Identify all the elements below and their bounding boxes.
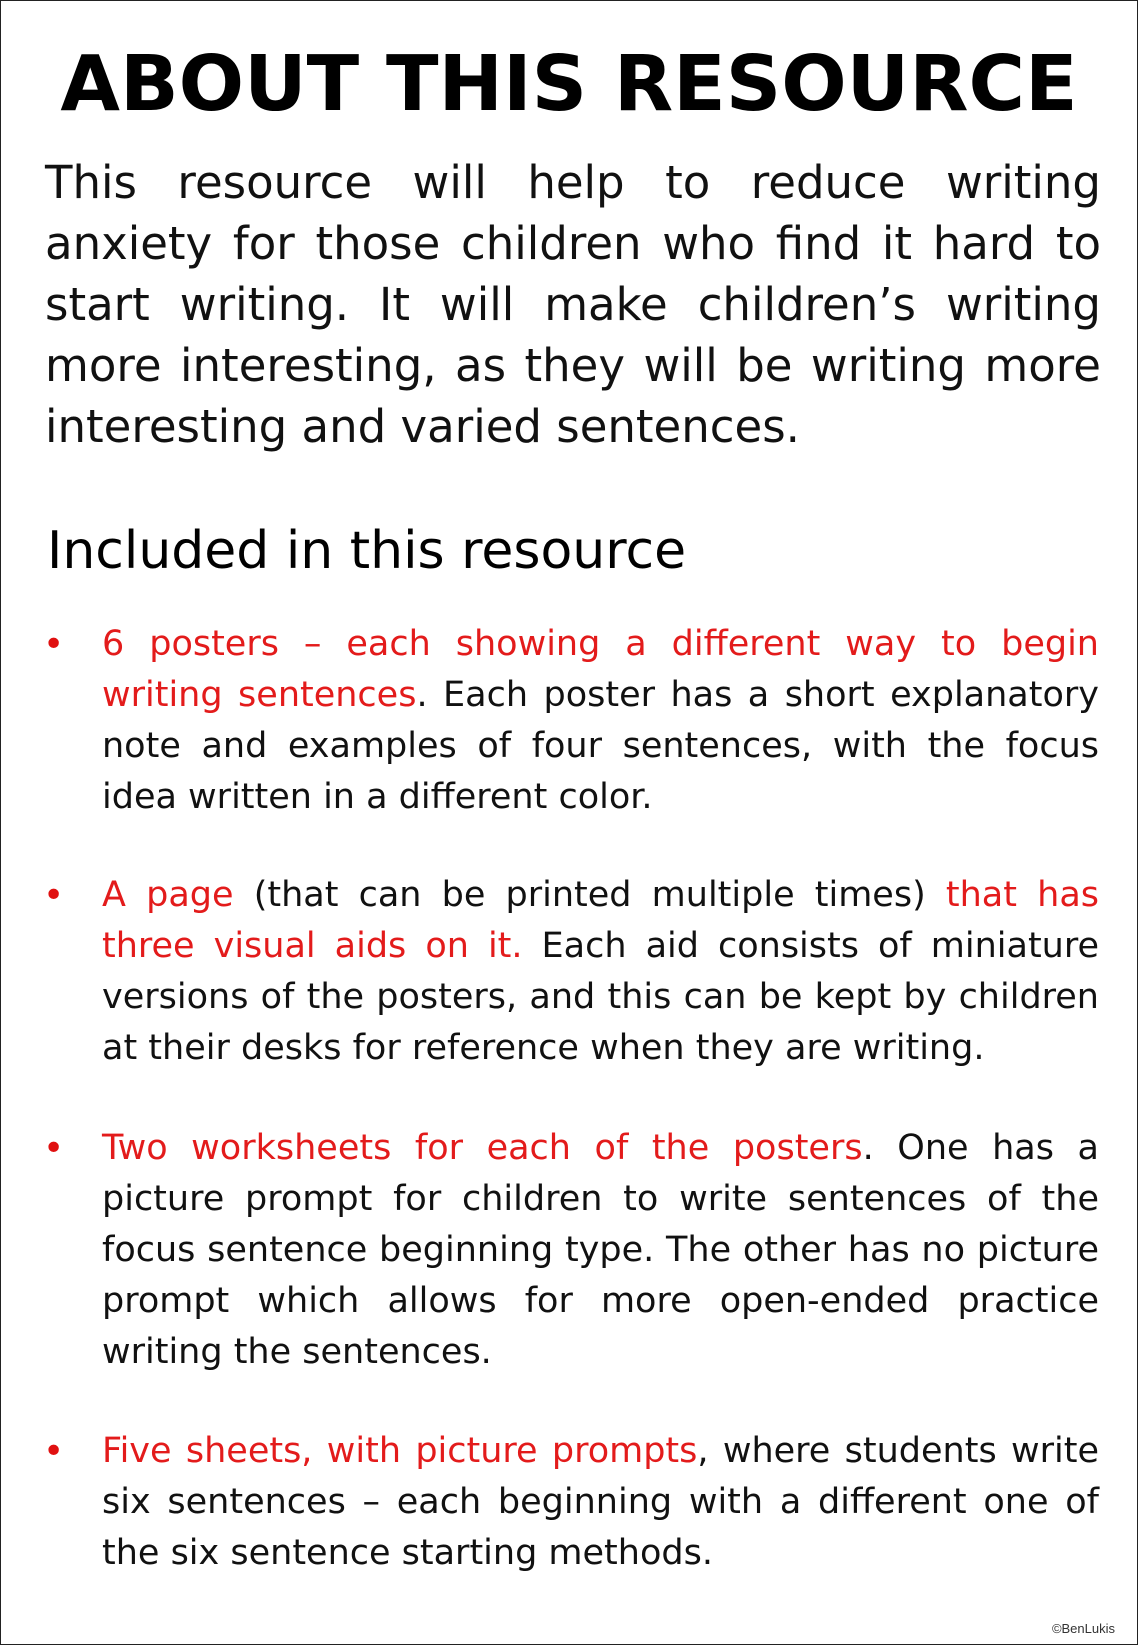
body-text: . One has a picture prompt for children to write sentences of the focus sentence beginning type. The other has no picture prompt which allows for more open-ended practice writing the sentences. (102, 1128, 1099, 1372)
bullet-icon: • (43, 1128, 65, 1169)
highlight-text: A page (102, 875, 234, 915)
list-item-text (102, 870, 1099, 1074)
bullet-icon: • (43, 624, 65, 665)
bullet-icon: • (43, 1431, 65, 1472)
body-text: (that can be printed multiple times) (233, 875, 946, 915)
copyright-text: ©BenLukis (1051, 1621, 1115, 1636)
list-item-text (102, 1123, 1099, 1378)
highlight-text: that has three visual aids on it. (102, 875, 1100, 966)
intro-paragraph: This resource will help to reduce writing anxiety for those children who find it hard to start writing. It will make children’s writing more interesting, as they will be writing more interesting and varied sentences. (45, 156, 1101, 453)
bullet-icon: • (43, 875, 65, 916)
highlight-text: 6 posters – each showing a different way to begin writing sentences (102, 624, 1099, 715)
page-title: ABOUT THIS RESOURCE (60, 40, 1078, 129)
highlight-text: Five sheets, with picture prompts (102, 1431, 698, 1471)
list-item-text (102, 619, 1099, 823)
list-item-text (102, 1426, 1099, 1579)
body-text: , where students write six sentences – each beginning with a different one of the six sentence starting methods. (102, 1431, 1099, 1573)
included-subheading: Included in this resource (47, 521, 687, 581)
highlight-text: Two worksheets for each of the posters (102, 1128, 863, 1168)
body-text: Each aid consists of miniature versions of the posters, and this can be kept by children at their desks for reference when they are writing. (102, 926, 1099, 1068)
body-text: . Each poster has a short explanatory note and examples of four sentences, with the focus idea written in a different color. (102, 675, 1099, 817)
